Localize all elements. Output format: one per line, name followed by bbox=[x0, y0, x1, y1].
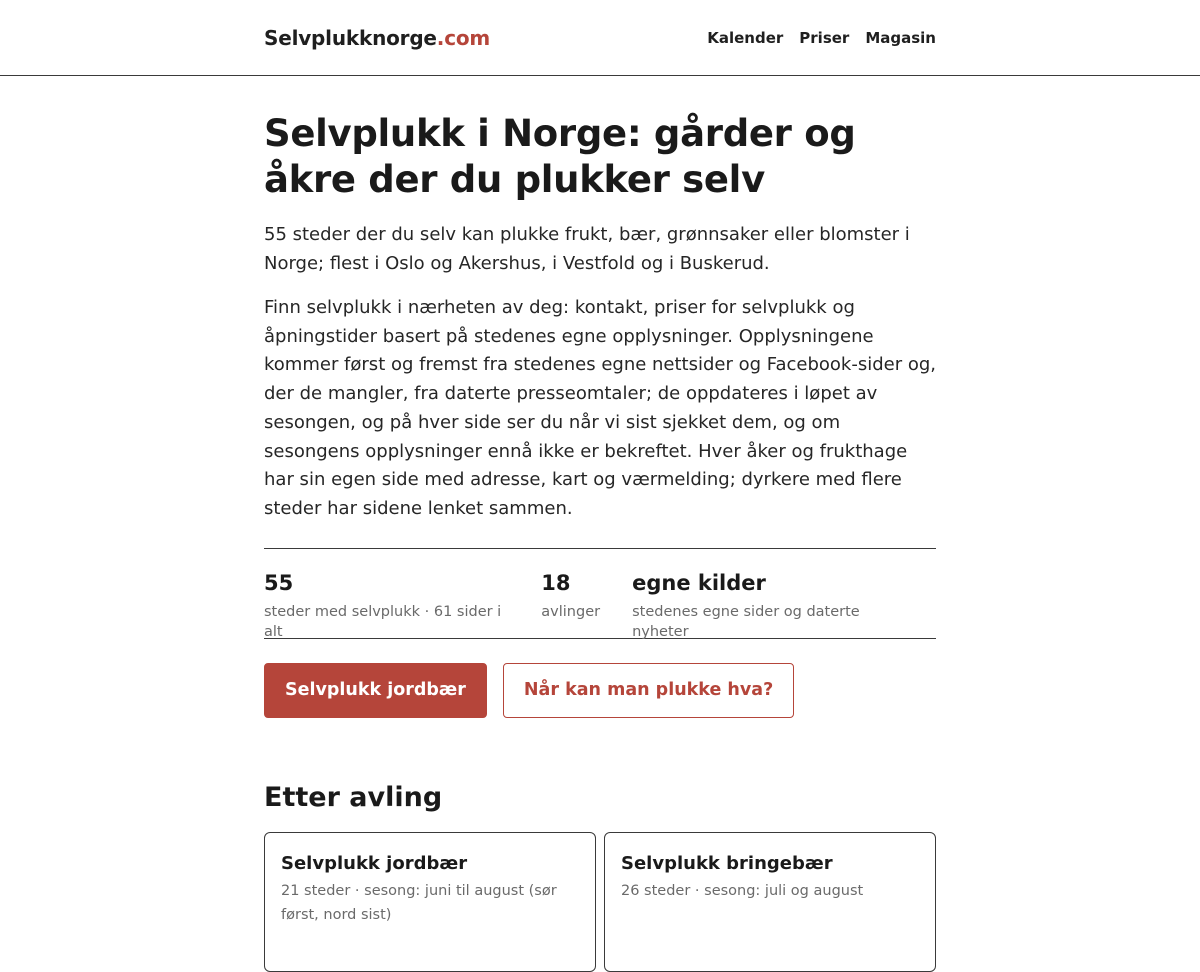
section-title-by-crop: Etter avling bbox=[264, 781, 443, 813]
logo-tld: .com bbox=[436, 25, 491, 50]
header-inner bbox=[264, 0, 936, 75]
cta-buttons bbox=[264, 663, 936, 718]
card-meta: 21 steder · sesong: juni til august (sør først, nord sist) bbox=[281, 882, 557, 923]
intro-paragraph: Finn selvplukk i nærheten av deg: kontakt, priser for selvplukk og åpningstider basert på stedenes egne opplysninger. Opplysningene kommer først og fremst fra stedenes egne nettsider og Facebook-sider og, der de mangler, fra daterte presseomtaler; de oppdateres i løpet av sesongen, og på hver side ser du når vi sist sjekket dem, og om sesongens opplysninger ennå ikke er bekreftet. Hver åker og frukthage har sin egen side med adresse, kart og værmelding; dyrkere med flere steder har sidene lenket sammen. bbox=[264, 297, 937, 519]
crop-cards bbox=[264, 832, 936, 972]
strawberry-picking-button[interactable]: Selvplukk jordbær bbox=[264, 663, 487, 718]
nav-link-priser[interactable]: Priser bbox=[799, 28, 850, 47]
harvest-calendar-button[interactable]: Når kan man plukke hva? bbox=[503, 663, 794, 718]
nav-link-kalender[interactable]: Kalender bbox=[707, 28, 784, 47]
stat-value: 18 bbox=[541, 570, 571, 595]
crop-card-strawberry[interactable] bbox=[264, 832, 596, 972]
stat-crops bbox=[541, 569, 600, 638]
site-logo-link[interactable] bbox=[264, 26, 490, 50]
main-nav bbox=[707, 29, 936, 47]
stats-bar bbox=[264, 548, 936, 639]
card-meta: 26 steder · sesong: juli og august bbox=[621, 882, 864, 899]
lead-paragraph: 55 steder der du selv kan plukke frukt, bær, grønnsaker eller blomster i Norge; flest i Oslo og Akershus, i Vestfold og i Buskerud. bbox=[264, 224, 910, 274]
main-content bbox=[264, 111, 936, 972]
stat-places bbox=[264, 569, 509, 638]
site-header bbox=[0, 0, 1200, 76]
stat-label: stedenes egne sider og daterte nyheter bbox=[632, 603, 860, 640]
stat-sources bbox=[632, 569, 904, 638]
stat-value: egne kilder bbox=[632, 570, 766, 595]
logo-name: Selvplukknorge bbox=[264, 25, 437, 50]
stat-label: steder med selvplukk · 61 sider i alt bbox=[264, 603, 502, 640]
stat-value: 55 bbox=[264, 570, 294, 595]
card-title: Selvplukk bringebær bbox=[621, 852, 833, 874]
card-title: Selvplukk jordbær bbox=[281, 852, 468, 874]
nav-link-magasin[interactable]: Magasin bbox=[865, 28, 936, 47]
page-title: Selvplukk i Norge: gårder og åkre der du plukker selv bbox=[264, 112, 856, 201]
crop-card-raspberry[interactable] bbox=[604, 832, 936, 972]
stat-label: avlinger bbox=[541, 603, 601, 620]
